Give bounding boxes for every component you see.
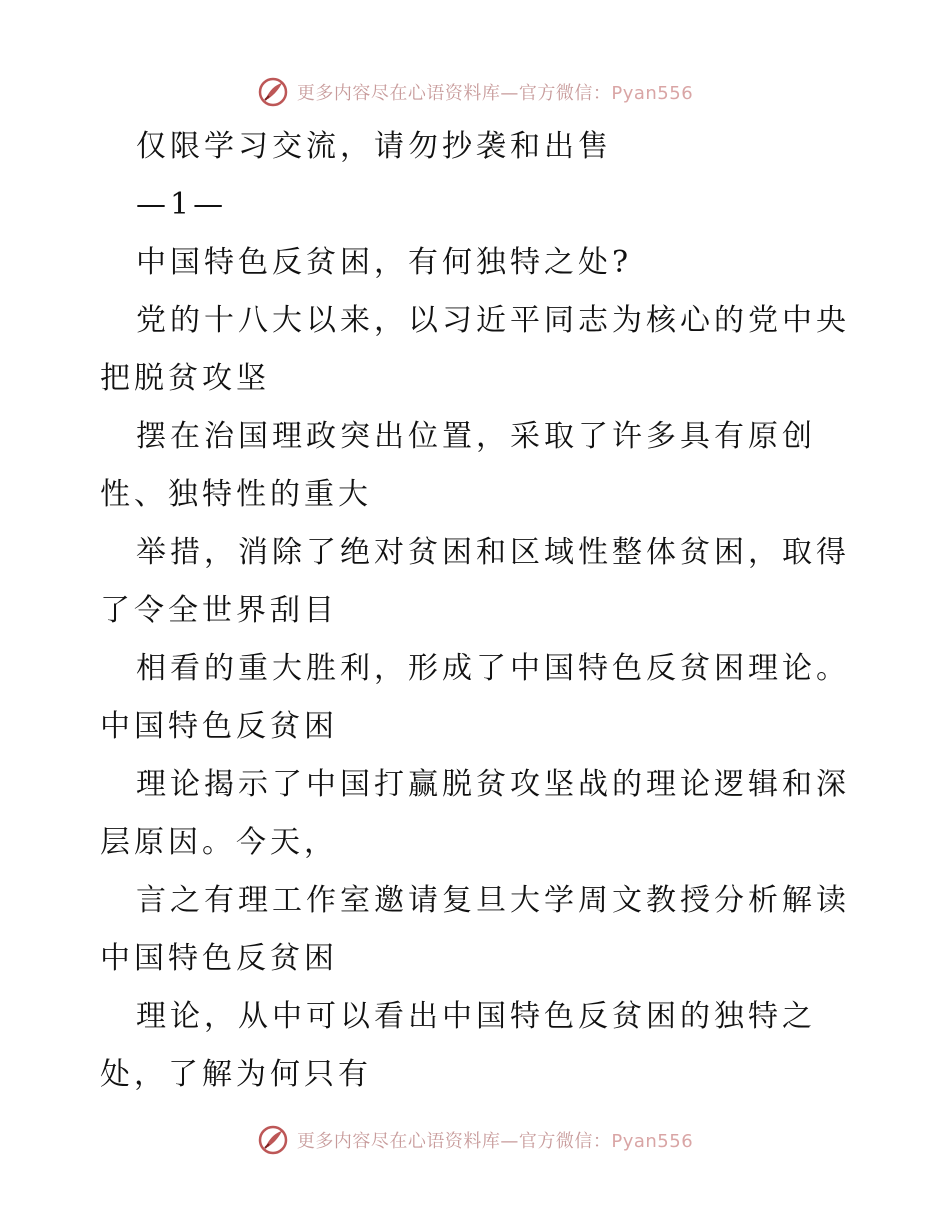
- body-text-line: 理论，从中可以看出中国特色反贫困的独特之: [136, 999, 816, 1034]
- body-text-line: 性、独特性的重大: [100, 477, 372, 512]
- watermark-wechat-id: Pyan556: [611, 83, 694, 104]
- quill-logo-icon: [257, 76, 289, 108]
- body-text-line: 举措，消除了绝对贫困和区域性整体贫困，取得: [136, 535, 850, 570]
- body-text-line: 相看的重大胜利，形成了中国特色反贫困理论。: [136, 651, 850, 686]
- body-text-line: 了令全世界刮目: [100, 593, 338, 628]
- body-text-line: —1—: [136, 187, 228, 222]
- header-watermark: [0, 72, 950, 112]
- body-text-line: 仅限学习交流，请勿抄袭和出售: [136, 129, 612, 164]
- footer-watermark: [0, 1120, 950, 1160]
- document-body: [100, 118, 860, 1104]
- quill-logo-icon: [257, 1124, 289, 1156]
- watermark-wechat-id: Pyan556: [611, 1131, 694, 1152]
- body-text-line: 言之有理工作室邀请复旦大学周文教授分析解读: [136, 883, 850, 918]
- body-text-line: 层原因。今天，: [100, 825, 338, 860]
- body-text-line: 党的十八大以来，以习近平同志为核心的党中央: [136, 303, 850, 338]
- body-text-line: 理论揭示了中国打赢脱贫攻坚战的理论逻辑和深: [136, 767, 850, 802]
- watermark-text: 更多内容尽在心语资料库—官方微信：Pyan556: [296, 1131, 694, 1152]
- body-text-line: 把脱贫攻坚: [100, 361, 270, 396]
- watermark-text: 更多内容尽在心语资料库—官方微信：Pyan556: [296, 83, 694, 104]
- body-text-line: 中国特色反贫困: [100, 709, 338, 744]
- body-text-line: 处，了解为何只有: [100, 1057, 372, 1092]
- body-text-line: 中国特色反贫困，有何独特之处?: [136, 245, 633, 280]
- body-text-line: 中国特色反贫困: [100, 941, 338, 976]
- body-text-line: 摆在治国理政突出位置，采取了许多具有原创: [136, 419, 816, 454]
